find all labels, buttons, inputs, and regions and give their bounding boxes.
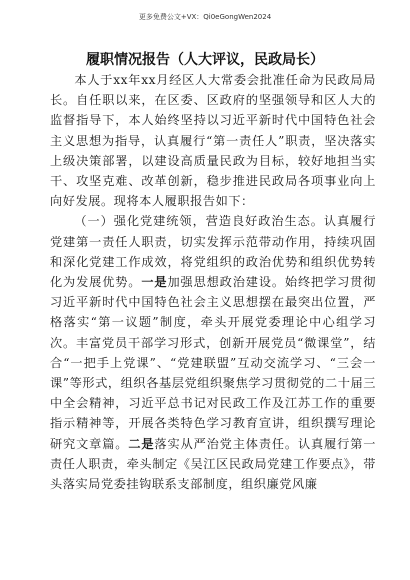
section-1-text-2: 加强思想政治建设。始终把学习贯彻习近平新时代中国特色社会主义思想摆在最突出位置，严格落实“第一议题”制度，牵头开展党委理论中心组学习次。丰富党员干部学习形式，创新开展党员“微课堂”，结合“一把手上党课”、“党建联盟”互动交流学习、“三会一课”等形式，组织各基层党组织聚焦学习贯彻党的二十届三中全会精神，习近平总书记对民政工作及江苏工作的重要指示精神等，开展各类特色学习教育宣讲，组织撰写理论研究文章篇。 [50,275,376,451]
section-1-heading: （一）强化党建统领，营造良好政治生态。 [74,214,324,229]
intro-paragraph: 本人于xx年xx月经区人大常委会批准任命为民政局局长。自任职以来，在区委、区政府的坚强领导和区人大的监督指导下，本人始终坚持以习近平新时代中国特色社会主义思想为指导，认真履行“第一责任人”职责，坚决落实上级决策部署，以建设高质量民政为目标，较好地担当实干、攻坚克难、改革创新，稳步推进民政局各项事业向上向好发展。现将本人履职报告如下： [50,73,376,209]
point-one-label: 一是 [141,275,168,290]
document-title: 履职情况报告（人大评议，民政局长） [86,52,324,68]
section-1-paragraph [50,211,376,494]
section-1-text-1: 认真履行党建第一责任人职责，切实发挥示范带动作用，持续巩固和深化党建工作成效，将党组织的政治优势和组织优势转化为发展优势。 [50,214,377,290]
document-body [50,70,376,494]
section-1-text-3: 落实从严治党主体责任。认真履行第一责任人职责，牵头制定《吴江区民政局党建工作要点》，带头落实局党委挂钩联系支部制度，组织廉党风廉 [50,436,376,492]
header-note: 更多免费公文+VX：Qi0eGongWen2024 [138,13,272,21]
point-two-label: 二是 [128,436,155,451]
